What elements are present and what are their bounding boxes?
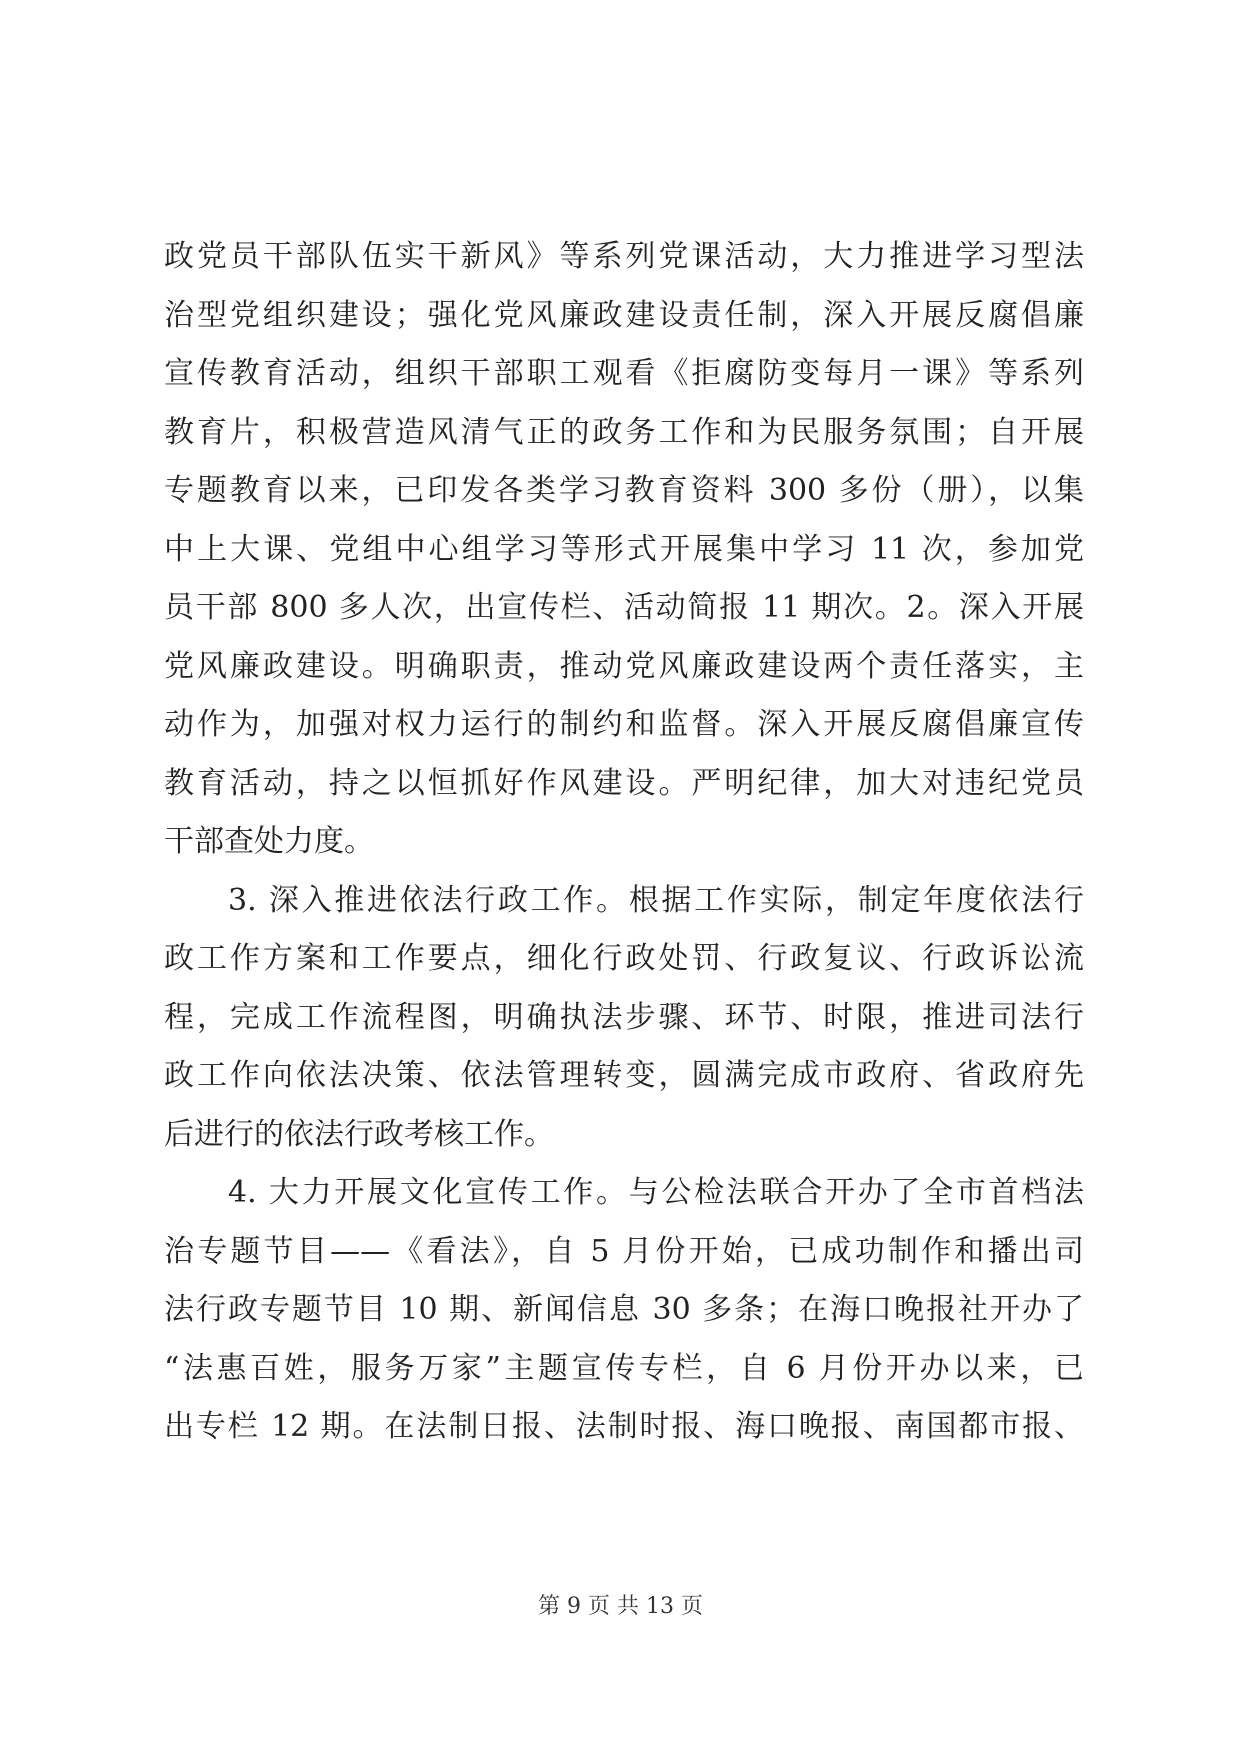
text-line <box>164 345 1084 404</box>
text-line-content: 法行政专题节目 10 期、新闻信息 30 多条；在海口晚报社开办了 <box>164 1292 1084 1327</box>
text-line <box>164 930 1084 989</box>
text-line-content: 治专题节目——《看法》，自 5 月份开始，已成功制作和播出司 <box>164 1233 1084 1269</box>
text-line-content: 政工作方案和工作要点，细化行政处罚、行政复议、行政诉讼流 <box>164 941 1084 976</box>
text-line-content: 教育活动，持之以恒抓好作风建设。严明纪律，加大对违纪党员 <box>164 765 1084 801</box>
text-line <box>164 1047 1084 1106</box>
text-line-content: 4. 大力开展文化宣传工作。与公检法联合开办了全市首档法 <box>228 1175 1084 1210</box>
text-line-content: 后进行的依法行政考核工作。 <box>164 1116 554 1152</box>
text-line-content: 干部查处力度。 <box>164 824 374 859</box>
text-line-content: “法惠百姓，服务万家”主题宣传专栏，自 6 月份开办以来，已 <box>164 1350 1084 1386</box>
text-line <box>164 1340 1084 1399</box>
text-line <box>164 404 1084 463</box>
text-line <box>164 287 1084 346</box>
text-line <box>164 696 1084 755</box>
body-text <box>164 228 1084 1457</box>
text-line-content: 政党员干部队伍实干新风》等系列党课活动，大力推进学习型法 <box>164 239 1084 274</box>
text-line-content: 员干部 800 多人次，出宣传栏、活动简报 11 期次。2。深入开展 <box>164 590 1084 625</box>
text-line-content: 3. 深入推进依法行政工作。根据工作实际，制定年度依法行 <box>228 882 1084 918</box>
text-line <box>164 813 1084 872</box>
text-line-content: 出专栏 12 期。在法制日报、法制时报、海口晚报、南国都市报、 <box>164 1409 1084 1444</box>
text-line-content: 专题教育以来，已印发各类学习教育资料 300 多份（册），以集 <box>164 473 1084 508</box>
text-line-content: 动作为，加强对权力运行的制约和监督。深入开展反腐倡廉宣传 <box>164 707 1084 742</box>
text-line <box>164 579 1084 638</box>
text-line <box>164 521 1084 580</box>
text-line <box>164 872 1084 931</box>
text-line-content: 政工作向依法决策、依法管理转变，圆满完成市政府、省政府先 <box>164 1058 1084 1093</box>
text-line <box>164 1281 1084 1340</box>
text-line <box>164 228 1084 287</box>
text-line <box>164 1398 1084 1457</box>
text-line <box>164 989 1084 1048</box>
text-line-content: 教育片，积极营造风清气正的政务工作和为民服务氛围；自开展 <box>164 414 1084 450</box>
text-line <box>164 755 1084 814</box>
text-line-content: 程，完成工作流程图，明确执法步骤、环节、时限，推进司法行 <box>164 999 1084 1035</box>
text-line-content: 治型党组织建设；强化党风廉政建设责任制，深入开展反腐倡廉 <box>164 297 1084 333</box>
text-line <box>164 1223 1084 1282</box>
text-line-content: 党风廉政建设。明确职责，推动党风廉政建设两个责任落实，主 <box>164 648 1084 684</box>
page-footer: 第 9 页 共 13 页 <box>538 1594 703 1619</box>
text-line-content: 宣传教育活动，组织干部职工观看《拒腐防变每月一课》等系列 <box>164 356 1084 391</box>
text-line-content: 中上大课、党组中心组学习等形式开展集中学习 11 次，参加党 <box>164 531 1084 567</box>
text-line <box>164 1164 1084 1223</box>
text-line <box>164 638 1084 697</box>
text-line <box>164 1106 1084 1165</box>
text-line <box>164 462 1084 521</box>
